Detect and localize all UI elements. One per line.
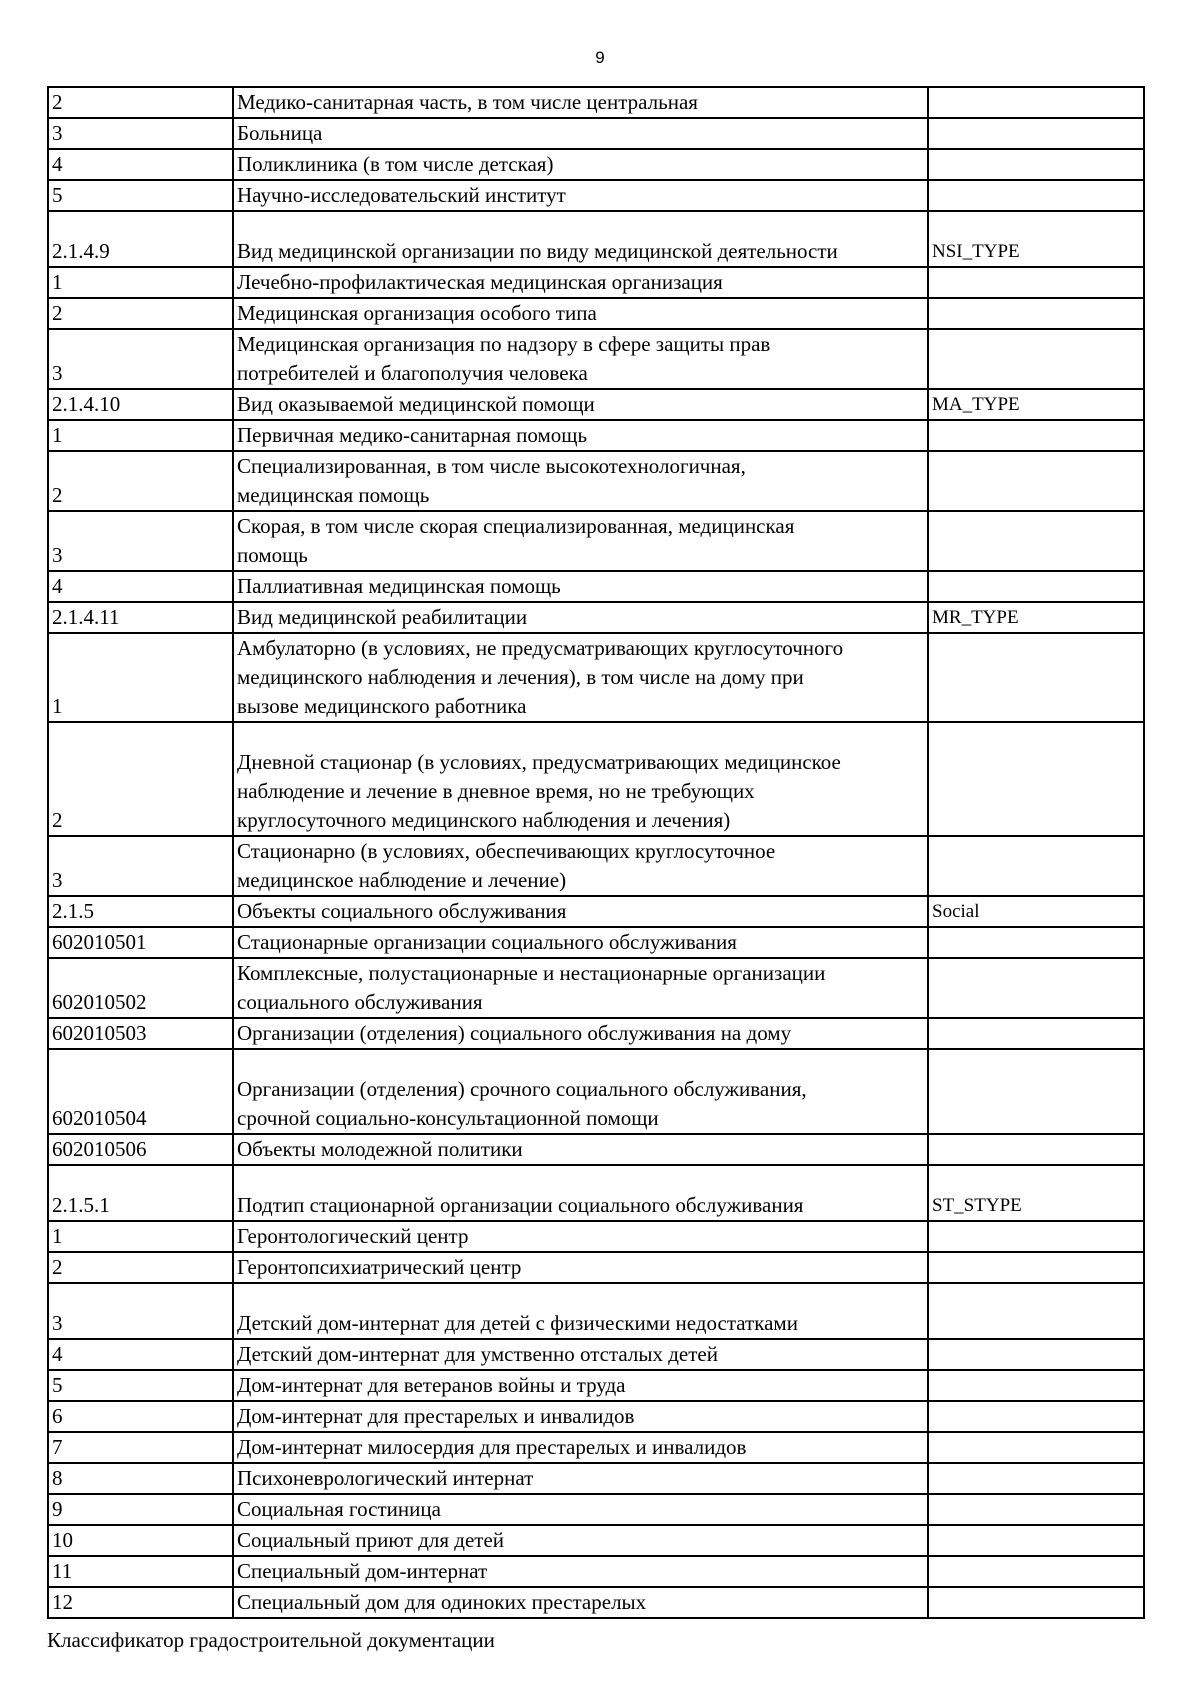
code-cell: 10 — [48, 1525, 233, 1556]
name-line: наблюдение и лечение в дневное время, но не требующих — [237, 779, 755, 803]
table-row — [48, 267, 1144, 298]
name-line: Поликлиника (в том числе детская) — [237, 152, 554, 176]
name-line: Первичная медико-санитарная помощь — [237, 423, 588, 447]
name-line: медицинского наблюдения и лечения), в том числе на дому при — [237, 665, 804, 689]
name-cell — [233, 1432, 928, 1463]
table-row — [48, 927, 1144, 958]
name-line: Медицинская организация особого типа — [237, 301, 597, 325]
code-cell: 4 — [48, 571, 233, 602]
name-cell — [233, 118, 928, 149]
name-cell — [233, 836, 928, 896]
name-cell — [233, 451, 928, 511]
name-line: Организации (отделения) срочного социального обслуживания, — [237, 1077, 807, 1101]
code-cell: 1 — [48, 420, 233, 451]
code-cell: 1 — [48, 633, 233, 722]
name-cell — [233, 1221, 928, 1252]
code-cell: 12 — [48, 1587, 233, 1618]
code-cell: 5 — [48, 180, 233, 211]
name-line: Геронтологический центр — [237, 1224, 469, 1248]
code-cell: 2.1.4.10 — [48, 389, 233, 420]
code-cell: 2.1.5.1 — [48, 1165, 233, 1221]
table-row — [48, 836, 1144, 896]
name-cell — [233, 1401, 928, 1432]
name-line: Детский дом-интернат для умственно отсталых детей — [237, 1342, 718, 1366]
code-cell: 6 — [48, 1401, 233, 1432]
attribute-cell — [928, 836, 1144, 896]
name-cell — [233, 149, 928, 180]
name-cell — [233, 1283, 928, 1339]
name-cell — [233, 1252, 928, 1283]
name-line: Научно-исследовательский институт — [237, 183, 566, 207]
name-line: Дом-интернат для ветеранов войны и труда — [237, 1373, 626, 1397]
attribute-cell — [928, 180, 1144, 211]
table-row — [48, 1221, 1144, 1252]
code-cell: 602010503 — [48, 1018, 233, 1049]
name-line: Специализированная, в том числе высокотехнологичная, — [237, 454, 746, 478]
attribute-cell — [928, 1525, 1144, 1556]
name-line: Организации (отделения) социального обслуживания на дому — [237, 1021, 792, 1045]
code-cell: 9 — [48, 1494, 233, 1525]
name-cell — [233, 633, 928, 722]
name-cell — [233, 571, 928, 602]
code-cell: 4 — [48, 1339, 233, 1370]
table-row — [48, 298, 1144, 329]
attribute-cell — [928, 1252, 1144, 1283]
table-row — [48, 211, 1144, 267]
table-row — [48, 571, 1144, 602]
attribute-cell — [928, 927, 1144, 958]
name-line: Скорая, в том числе скорая специализированная, медицинская — [237, 514, 795, 538]
name-line: Специальный дом для одиноких престарелых — [237, 1590, 647, 1614]
code-cell: 8 — [48, 1463, 233, 1494]
name-cell — [233, 958, 928, 1018]
attribute-cell — [928, 958, 1144, 1018]
table-row — [48, 1165, 1144, 1221]
table-row — [48, 1018, 1144, 1049]
attribute-cell — [928, 1049, 1144, 1134]
table-row — [48, 1339, 1144, 1370]
table-row — [48, 1401, 1144, 1432]
table-row — [48, 1252, 1144, 1283]
table-row — [48, 1587, 1144, 1618]
name-line: Больница — [237, 121, 323, 145]
name-cell — [233, 1370, 928, 1401]
name-cell — [233, 896, 928, 927]
attribute-cell — [928, 1370, 1144, 1401]
name-line: Комплексные, полустационарные и нестационарные организации — [237, 961, 826, 985]
name-line: Стационарно (в условиях, обеспечивающих круглосуточное — [237, 839, 776, 863]
name-line: срочной социально-консультационной помощи — [237, 1106, 659, 1130]
table-row — [48, 896, 1144, 927]
code-cell: 2 — [48, 1252, 233, 1283]
name-cell — [233, 1494, 928, 1525]
code-cell: 602010504 — [48, 1049, 233, 1134]
table-row — [48, 1370, 1144, 1401]
table-row — [48, 958, 1144, 1018]
attribute-cell — [928, 1134, 1144, 1165]
name-cell — [233, 1165, 928, 1221]
code-cell: 11 — [48, 1556, 233, 1587]
attribute-cell — [928, 1283, 1144, 1339]
table-row — [48, 329, 1144, 389]
name-line: Специальный дом-интернат — [237, 1559, 488, 1583]
table-row — [48, 511, 1144, 571]
table-row — [48, 1049, 1144, 1134]
table-row — [48, 602, 1144, 633]
attribute-cell — [928, 1018, 1144, 1049]
attribute-cell — [928, 1587, 1144, 1618]
name-cell — [233, 927, 928, 958]
name-line: вызове медицинского работника — [237, 694, 527, 718]
code-cell: 2 — [48, 87, 233, 118]
table-row — [48, 1525, 1144, 1556]
name-line: медицинская помощь — [237, 483, 430, 507]
code-cell: 2 — [48, 722, 233, 836]
name-cell — [233, 267, 928, 298]
code-cell: 2 — [48, 451, 233, 511]
attribute-cell — [928, 329, 1144, 389]
name-cell — [233, 1134, 928, 1165]
code-cell: 602010506 — [48, 1134, 233, 1165]
name-line: Дом-интернат милосердия для престарелых и инвалидов — [237, 1435, 747, 1459]
table-row — [48, 722, 1144, 836]
name-line: Медико-санитарная часть, в том числе центральная — [237, 90, 698, 114]
page-number: 9 — [595, 48, 605, 67]
code-cell: 2.1.4.11 — [48, 602, 233, 633]
attribute-cell: Social — [928, 896, 1144, 927]
footer-text: Классификатор градостроительной документации — [47, 1628, 495, 1652]
name-cell — [233, 1018, 928, 1049]
name-cell — [233, 511, 928, 571]
table-row — [48, 451, 1144, 511]
table-row — [48, 420, 1144, 451]
attribute-cell: MR_TYPE — [928, 602, 1144, 633]
attribute-cell — [928, 1494, 1144, 1525]
name-cell — [233, 180, 928, 211]
attribute-cell — [928, 633, 1144, 722]
name-line: круглосуточного медицинского наблюдения и лечения) — [237, 808, 731, 832]
attribute-cell — [928, 722, 1144, 836]
attribute-cell — [928, 87, 1144, 118]
table-row — [48, 1432, 1144, 1463]
attribute-cell — [928, 451, 1144, 511]
name-line: Социальный приют для детей — [237, 1528, 505, 1552]
code-cell: 3 — [48, 836, 233, 896]
table-row — [48, 87, 1144, 118]
name-line: Дом-интернат для престарелых и инвалидов — [237, 1404, 635, 1428]
name-line: Амбулаторно (в условиях, не предусматривающих круглосуточного — [237, 636, 844, 660]
code-cell: 2.1.5 — [48, 896, 233, 927]
attribute-cell — [928, 1339, 1144, 1370]
code-cell: 3 — [48, 118, 233, 149]
code-cell: 1 — [48, 267, 233, 298]
name-line: Лечебно-профилактическая медицинская организация — [237, 270, 723, 294]
attribute-cell: MA_TYPE — [928, 389, 1144, 420]
attribute-cell — [928, 571, 1144, 602]
code-cell: 4 — [48, 149, 233, 180]
code-cell: 602010501 — [48, 927, 233, 958]
name-cell — [233, 298, 928, 329]
name-cell — [233, 722, 928, 836]
name-cell — [233, 1049, 928, 1134]
name-line: потребителей и благополучия человека — [237, 361, 588, 385]
table-row — [48, 633, 1144, 722]
code-cell: 3 — [48, 511, 233, 571]
table-body — [48, 87, 1144, 1618]
code-cell: 3 — [48, 1283, 233, 1339]
name-cell — [233, 420, 928, 451]
attribute-cell — [928, 298, 1144, 329]
name-line: помощь — [237, 543, 308, 567]
name-cell — [233, 1463, 928, 1494]
table-row — [48, 1556, 1144, 1587]
attribute-cell — [928, 1556, 1144, 1587]
name-cell — [233, 1587, 928, 1618]
name-line: Детский дом-интернат для детей с физическими недостатками — [237, 1311, 798, 1335]
name-line: Медицинская организация по надзору в сфере защиты прав — [237, 332, 771, 356]
code-cell: 3 — [48, 329, 233, 389]
name-line: Геронтопсихиатрический центр — [237, 1255, 522, 1279]
name-line: Вид оказываемой медицинской помощи — [237, 392, 595, 416]
name-line: Объекты молодежной политики — [237, 1137, 523, 1161]
code-cell: 2.1.4.9 — [48, 211, 233, 267]
name-line: Вид медицинской организации по виду медицинской деятельности — [237, 239, 838, 263]
code-cell: 2 — [48, 298, 233, 329]
attribute-cell — [928, 149, 1144, 180]
code-cell: 602010502 — [48, 958, 233, 1018]
name-line: Стационарные организации социального обслуживания — [237, 930, 737, 954]
table-row — [48, 1283, 1144, 1339]
table-row — [48, 389, 1144, 420]
attribute-cell: ST_STYPE — [928, 1165, 1144, 1221]
table-row — [48, 1463, 1144, 1494]
name-line: Вид медицинской реабилитации — [237, 605, 528, 629]
name-line: Психоневрологический интернат — [237, 1466, 534, 1490]
name-cell — [233, 211, 928, 267]
name-cell — [233, 602, 928, 633]
attribute-cell — [928, 511, 1144, 571]
name-line: Дневной стационар (в условиях, предусматривающих медицинское — [237, 750, 841, 774]
table-row — [48, 180, 1144, 211]
name-line: медицинское наблюдение и лечение) — [237, 868, 567, 892]
attribute-cell — [928, 1401, 1144, 1432]
name-line: социального обслуживания — [237, 990, 483, 1014]
attribute-cell: NSI_TYPE — [928, 211, 1144, 267]
attribute-cell — [928, 1463, 1144, 1494]
name-cell — [233, 1525, 928, 1556]
attribute-cell — [928, 1221, 1144, 1252]
name-cell — [233, 87, 928, 118]
name-cell — [233, 1556, 928, 1587]
attribute-cell — [928, 420, 1144, 451]
name-cell — [233, 389, 928, 420]
table-row — [48, 1494, 1144, 1525]
name-line: Социальная гостиница — [237, 1497, 441, 1521]
name-cell — [233, 1339, 928, 1370]
table-row — [48, 1134, 1144, 1165]
attribute-cell — [928, 1432, 1144, 1463]
attribute-cell — [928, 118, 1144, 149]
name-cell — [233, 329, 928, 389]
code-cell: 1 — [48, 1221, 233, 1252]
code-cell: 5 — [48, 1370, 233, 1401]
table-row — [48, 149, 1144, 180]
name-line: Объекты социального обслуживания — [237, 899, 567, 923]
code-cell: 7 — [48, 1432, 233, 1463]
name-line: Подтип стационарной организации социального обслуживания — [237, 1193, 804, 1217]
table-row — [48, 118, 1144, 149]
attribute-cell — [928, 267, 1144, 298]
name-line: Паллиативная медицинская помощь — [237, 574, 561, 598]
classifier-table — [47, 86, 1145, 1619]
